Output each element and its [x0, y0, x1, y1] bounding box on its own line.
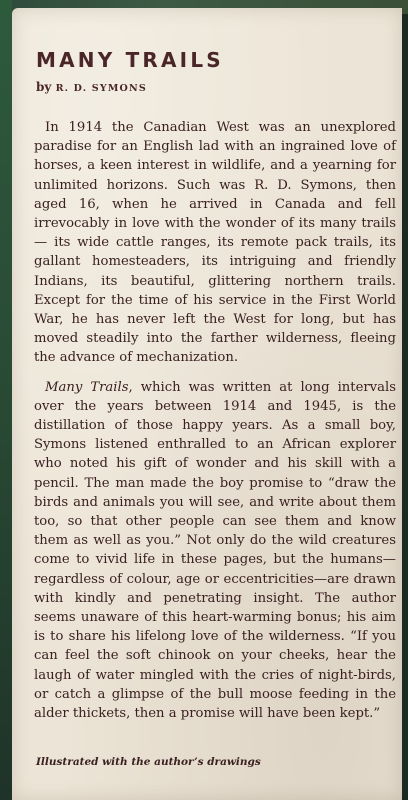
book-title-italic: Many Trails — [45, 379, 129, 395]
description-paragraph — [34, 378, 396, 724]
paragraph-text: , which was written at long intervals over the years between 1914 and 1945, is the distillation of those happy years. As a small boy, Symons listened enthralled to an African explorer who noted his gift of wonder and his skill with a pencil. The man made the boy promise to “draw the birds and animals you will see, and write about them too, so that other people can see them and know them as well as you.” Not only do the wild creatures come to vivid life in these pages, but the humans—regardless of colour, age or eccentricities—are drawn with kindly and penetrating insight. The author seems unaware of this heart-warming bonus; his aim is to share his lifelong love of the wilderness. “If you can feel the soft chinook on your cheeks, hear the laugh of water mingled with the cries of night-birds, or catch a glimpse of the bull moose feeding in the alder thickets, then a promise will have been kept.” — [34, 379, 396, 722]
byline — [36, 80, 147, 94]
author-name: R. D. SYMONS — [55, 83, 147, 94]
book-jacket-flap — [12, 8, 402, 800]
background-edge-left — [0, 0, 12, 800]
paragraph-text: In 1914 the Canadian West was an unexplored paradise for an English lad with an ingrained love of horses, a keen interest in wildlife, and a yearning for unlimited horizons. Such was R. D. Symons, then aged 16, when he arrived in Canada and fell irrevocably in love with the wonder of its many trails — its wide cattle ranges, its remote pack trails, its gallant homesteaders, its intriguing and friendly Indians, its beautiful, glittering northern trails. Except for the time of his service in the First World War, he has never left the West for long, but has moved steadily into the farther wilderness, fleeing the advance of mechanization. — [34, 120, 396, 366]
book-title: MANY TRAILS — [36, 48, 224, 72]
byline-prefix: by — [36, 80, 52, 94]
illustration-credit: Illustrated with the author’s drawings — [36, 756, 261, 768]
description-paragraph — [34, 118, 396, 368]
description-text — [34, 118, 396, 733]
